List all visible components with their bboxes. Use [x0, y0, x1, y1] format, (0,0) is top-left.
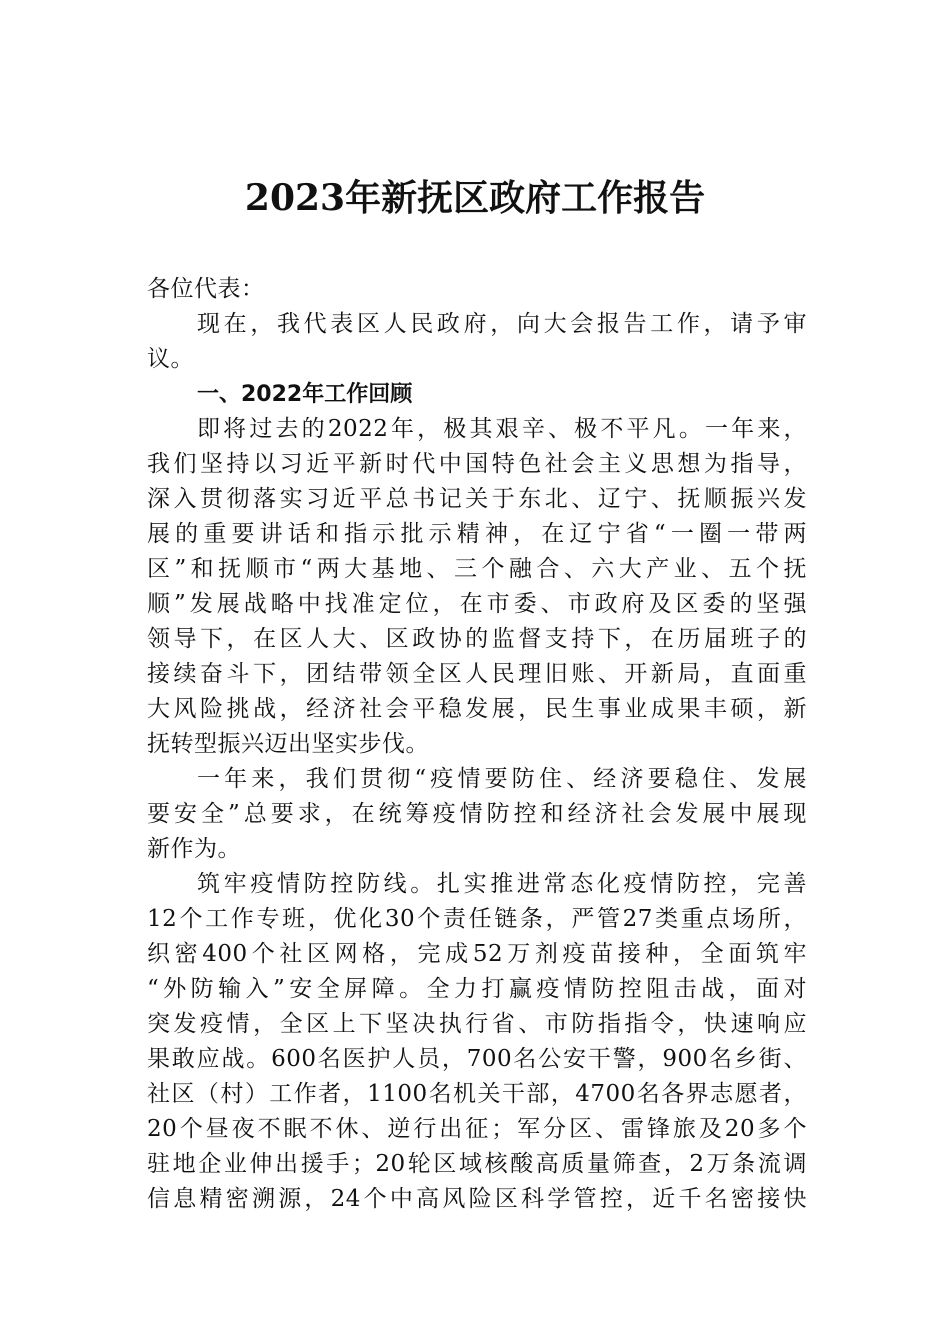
text-line: 信息精密溯源，24个中高风险区科学管控，近千名密接快 — [147, 1186, 807, 1212]
text-line: 领导下，在区人大、区政协的监督支持下，在历届班子的 — [147, 626, 807, 652]
document-body — [147, 272, 807, 1217]
text-line: 顺”发展战略中找准定位，在市委、市政府及区委的坚强 — [147, 591, 807, 617]
text-line: 新作为。 — [147, 836, 241, 862]
text-line: 12个工作专班，优化30个责任链条，严管27类重点场所， — [147, 906, 807, 932]
document-title: 2023年新抚区政府工作报告 — [244, 177, 706, 219]
text-line: 一年来，我们贯彻“疫情要防住、经济要稳住、发展 — [197, 766, 807, 792]
text-line: 深入贯彻落实习近平总书记关于东北、辽宁、抚顺振兴发 — [147, 486, 807, 512]
text-line: 20个昼夜不眠不休、逆行出征；军分区、雷锋旅及20多个 — [147, 1116, 807, 1142]
text-line: 大风险挑战，经济社会平稳发展，民生事业成果丰硕，新 — [147, 696, 807, 722]
text-line: 社区（村）工作者，1100名机关干部，4700名各界志愿者， — [147, 1081, 807, 1107]
text-line: 展的重要讲话和指示批示精神，在辽宁省“一圈一带两 — [147, 521, 807, 547]
text-line: 现在，我代表区人民政府，向大会报告工作，请予审 — [197, 311, 807, 337]
text-line: 驻地企业伸出援手；20轮区域核酸高质量筛查，2万条流调 — [147, 1151, 807, 1177]
text-line: 我们坚持以习近平新时代中国特色社会主义思想为指导， — [147, 451, 807, 477]
text-line: “外防输入”安全屏障。全力打赢疫情防控阻击战，面对 — [147, 976, 807, 1002]
text-line: 各位代表： — [147, 276, 265, 302]
section-heading-text: 一、2022年工作回顾 — [197, 382, 413, 407]
text-line: 筑牢疫情防控防线。扎实推进常态化疫情防控，完善 — [197, 871, 807, 897]
text-line: 接续奋斗下，团结带领全区人民理旧账、开新局，直面重 — [147, 661, 807, 687]
text-line: 织密400个社区网格，完成52万剂疫苗接种，全面筑牢 — [147, 941, 807, 967]
text-line: 议。 — [147, 346, 194, 372]
text-line: 区”和抚顺市“两大基地、三个融合、六大产业、五个抚 — [147, 556, 807, 582]
text-line: 即将过去的2022年，极其艰辛、极不平凡。一年来， — [197, 416, 807, 442]
text-line: 抚转型振兴迈出坚实步伐。 — [147, 731, 429, 757]
text-line: 突发疫情，全区上下坚决执行省、市防指指令，快速响应 — [147, 1011, 807, 1037]
text-line: 要安全”总要求，在统筹疫情防控和经济社会发展中展现 — [147, 801, 807, 827]
section-heading — [147, 377, 807, 412]
text-line: 果敢应战。600名医护人员，700名公安干警，900名乡街、 — [147, 1046, 807, 1072]
